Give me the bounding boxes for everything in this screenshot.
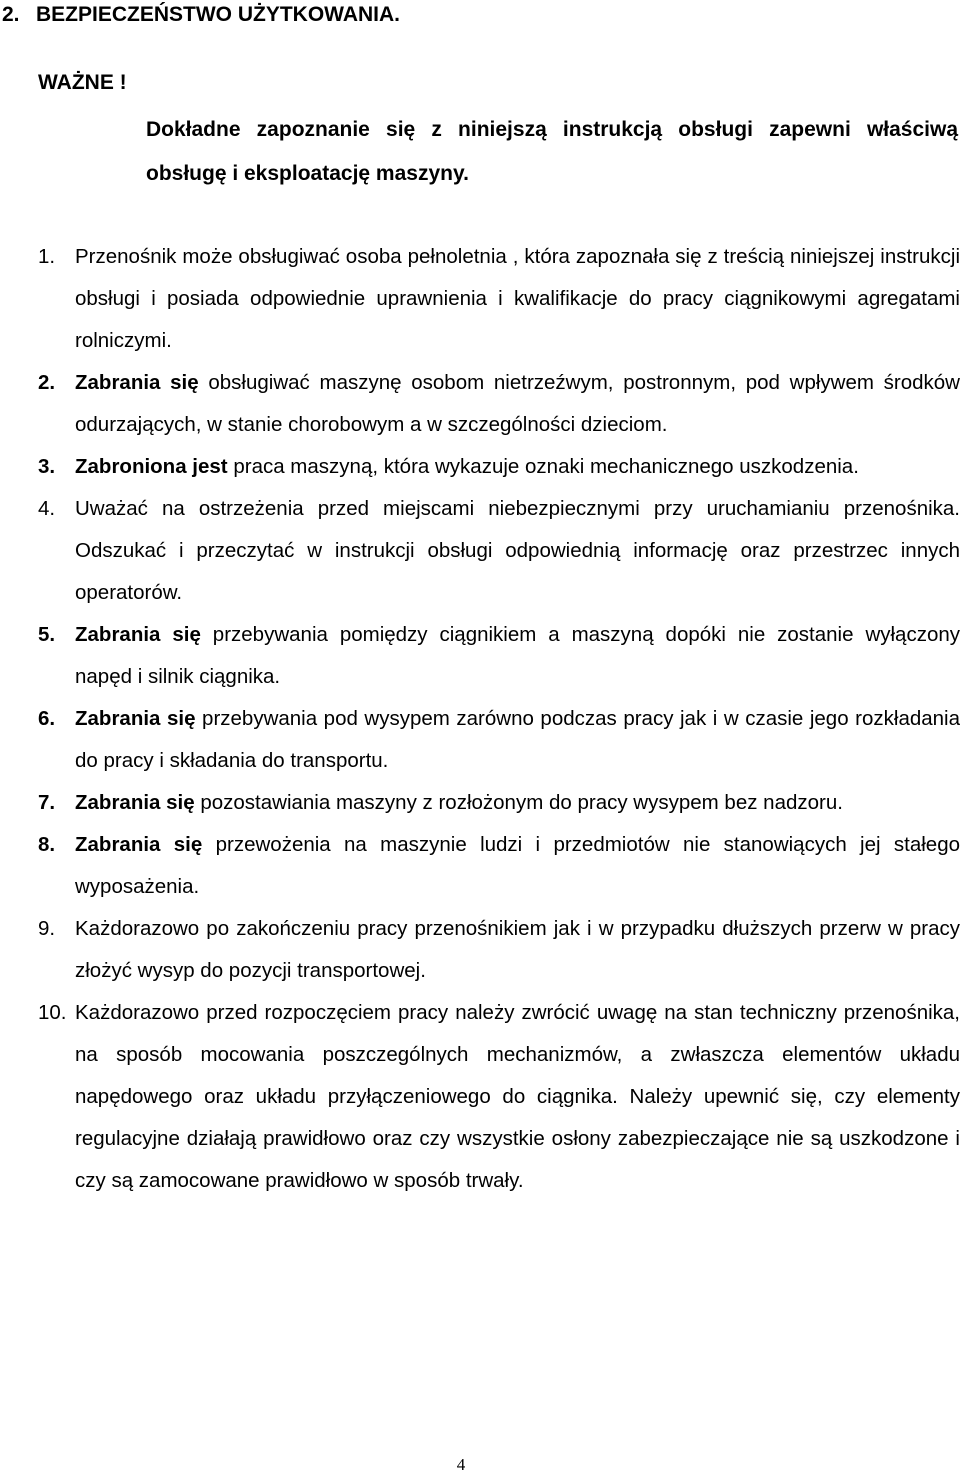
list-item	[38, 446, 960, 488]
item-number: 9.	[38, 917, 56, 940]
item-lead: Zabrania się	[75, 791, 195, 814]
item-number: 4.	[38, 497, 56, 520]
list-item	[38, 908, 960, 992]
item-lead: Zabrania się	[75, 707, 196, 730]
item-text: praca maszyną, która wykazuje oznaki mechanicznego uszkodzenia.	[227, 455, 859, 478]
list-item	[38, 992, 960, 1202]
section-number: 2.	[2, 3, 20, 26]
list-item	[38, 488, 960, 614]
list-item	[38, 614, 960, 698]
item-text: Każdorazowo przed rozpoczęciem pracy należy zwrócić uwagę na stan techniczny przenośnika, na sposób mocowania poszczególnych mechanizmów, a zwłaszcza elementów układu napędowego oraz układu przyłączeniowego do ciągnika. Należy upewnić się, czy elementy regulacyjne działają prawidłowo oraz czy wszystkie osłony zabezpieczające nie są uszkodzone i czy są zamocowane prawidłowo w sposób trwały.	[75, 1001, 960, 1192]
item-number: 3.	[38, 455, 56, 478]
item-number: 8.	[38, 833, 56, 856]
intro-paragraph: Dokładne zapoznanie się z niniejszą instrukcją obsługi zapewni właściwą obsługę i eksploatację maszyny.	[146, 118, 958, 185]
item-text: obsługiwać maszynę osobom nietrzeźwym, postronnym, pod wpływem środków odurzających, w stanie chorobowym a w szczególności dzieciom.	[75, 371, 960, 436]
item-lead: Zabrania się	[75, 623, 201, 646]
list-item	[38, 236, 960, 362]
item-number: 1.	[38, 245, 56, 268]
item-text: Przenośnik może obsługiwać osoba pełnoletnia , która zapoznała się z treścią niniejszej instrukcji obsługi i posiada odpowiednie uprawnienia i kwalifikacje do pracy ciągnikowymi agregatami rolniczymi.	[75, 245, 960, 352]
item-text: przebywania pomiędzy ciągnikiem a maszyną dopóki nie zostanie wyłączony napęd i silnik ciągnika.	[75, 623, 960, 688]
item-lead: Zabroniona jest	[75, 455, 228, 478]
item-text: przebywania pod wysypem zarówno podczas pracy jak i w czasie jego rozkładania do pracy i składania do transportu.	[75, 707, 960, 772]
item-number: 5.	[38, 623, 56, 646]
item-number: 6.	[38, 707, 56, 730]
safety-rules-list	[38, 236, 960, 1202]
item-lead: Zabrania się	[75, 833, 203, 856]
item-lead: Zabrania się	[75, 371, 199, 394]
list-item	[38, 698, 960, 782]
page-number: 4	[456, 1455, 466, 1474]
item-text: Uważać na ostrzeżenia przed miejscami niebezpiecznymi przy uruchamianiu przenośnika. Odszukać i przeczytać w instrukcji obsługi odpowiednią informację oraz przestrzec innych operatorów.	[75, 497, 960, 604]
list-item	[38, 824, 960, 908]
item-text: pozostawiania maszyny z rozłożonym do pracy wysypem bez nadzoru.	[194, 791, 843, 814]
item-number: 7.	[38, 791, 56, 814]
item-text: przewożenia na maszynie ludzi i przedmiotów nie stanowiących jej stałego wyposażenia.	[75, 833, 960, 898]
important-label: WAŻNE !	[38, 71, 127, 94]
item-text: Każdorazowo po zakończeniu pracy przenośnikiem jak i w przypadku dłuższych przerw w pracy złożyć wysyp do pozycji transportowej.	[75, 917, 960, 982]
list-item	[38, 362, 960, 446]
section-heading	[2, 3, 400, 27]
item-number: 10.	[38, 1001, 67, 1024]
section-title: BEZPIECZEŃSTWO UŻYTKOWANIA.	[36, 3, 400, 26]
list-item	[38, 782, 960, 824]
item-number: 2.	[38, 371, 56, 394]
